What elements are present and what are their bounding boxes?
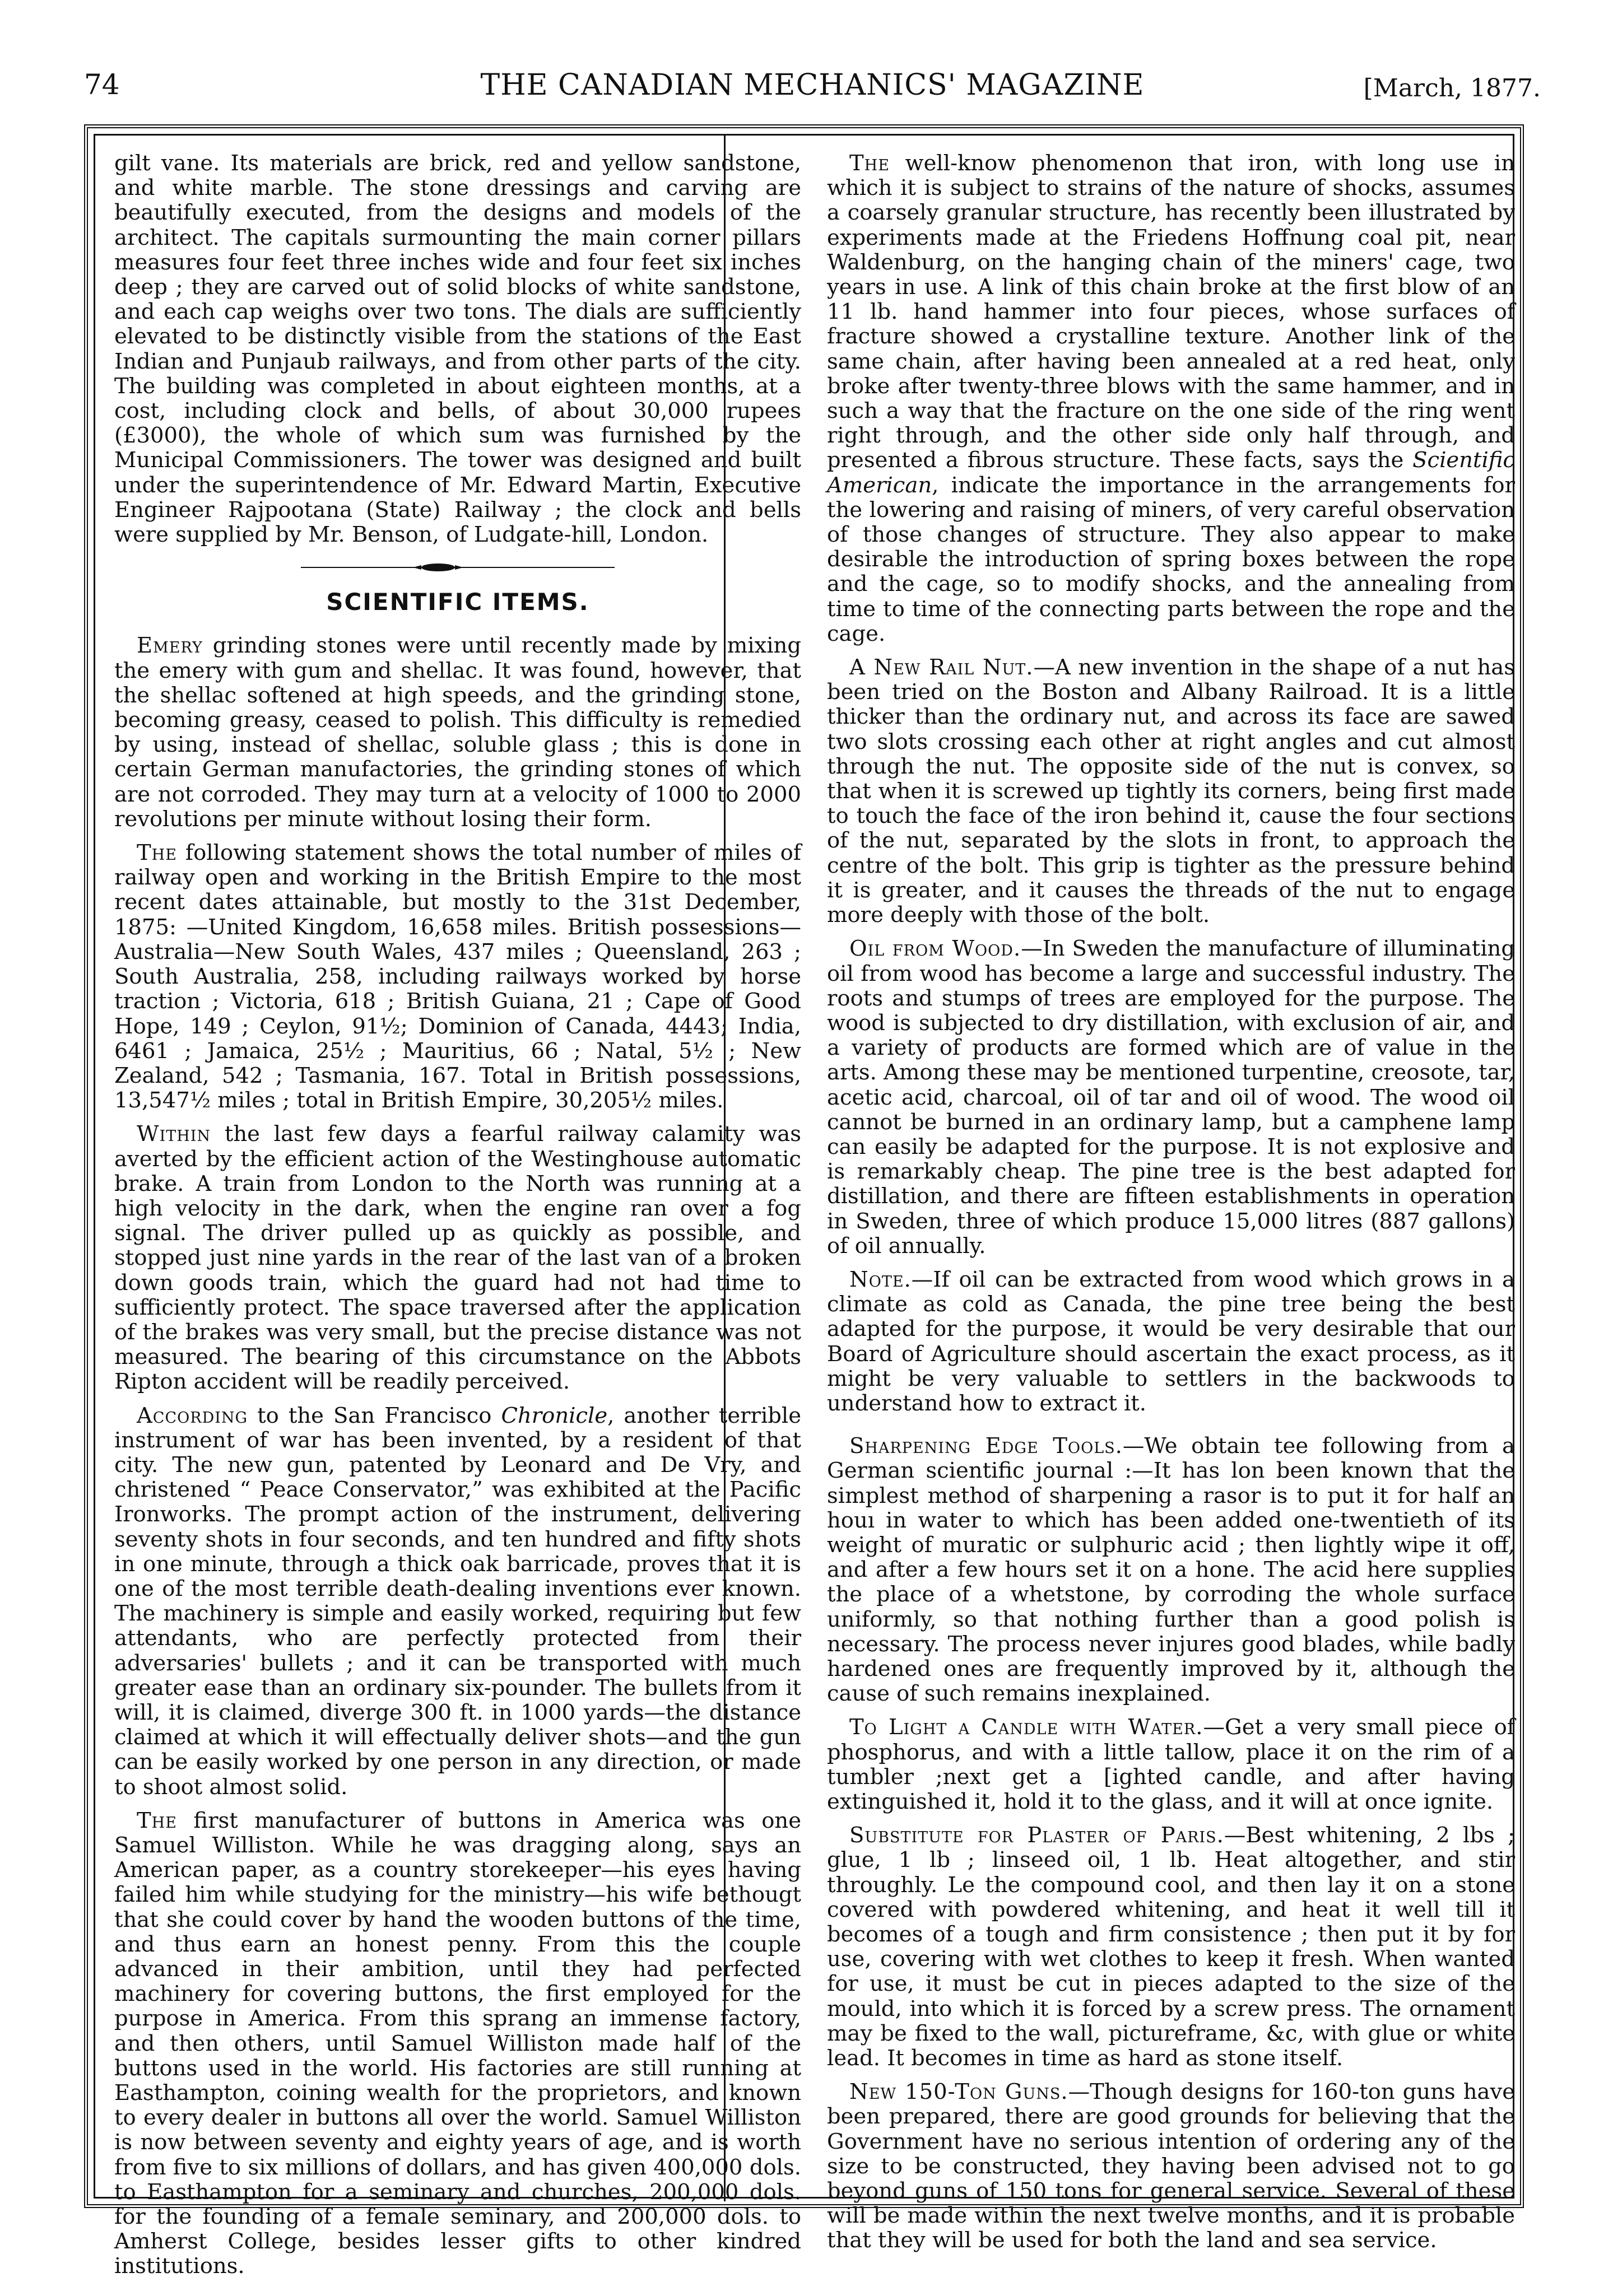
- page-number: 74: [84, 68, 120, 101]
- page-header: [84, 63, 1541, 113]
- section-title: SCIENTIFIC ITEMS.: [326, 588, 589, 616]
- gun-paragraph: According to the San Francisco Chronicle, another terrible instrument of war has been invented, by a resident of that city. The new gun, patented by Leonard and De Vry, and christened “ Peace Conservator,” was exhibited at the Pacific Ironworks. The prompt action of the instrument, delivering seventy shots in four seconds, and ten hundred and fifty shots in one minute, through a thick oak barricade, proves that it is one of the most terrible death-dealing inventions ever known. The machinery is simple and easily worked, requiring but few attendants, who are perfectly protected from their adversaries' bullets ; and it can be transported with much greater ease than an ordinary six-pounder. The bullets from it will, it is claimed, diverge 300 ft. in 1000 yards—the distance claimed at which it will effectually deliver shots—and the gun can be easily worked by one person in any direction, or made to shoot almost solid.: [114, 1403, 802, 1800]
- oil-from-wood-paragraph: Oil from Wood.—In Sweden the manufacture of illuminating oil from wood has become a large and successful industry. The roots and stumps of trees are employed for the purpose. The wood is subjected to dry distillation, with exclusion of air, and a variety of products are formed which are of value in the arts. Among these may be mentioned turpentine, creosote, tar, acetic acid, charcoal, oil of tar and oil of wood. The wood oil cannot be burned in an ordinary lamp, but a camphene lamp can easily be adapted for the purpose. It is not explosive and is remarkably cheap. The pine tree is the best adapted for distillation, and there are fifteen establishments in operation in Sweden, three of which produce 15,000 litres (887 gallons) of oil annually.: [827, 936, 1515, 1259]
- left-column: [114, 151, 801, 2288]
- right-column: [827, 151, 1515, 2262]
- guns-paragraph: New 150-Ton Guns.—Though designs for 160-ton guns have been prepared, there are good grounds for believing that the Government have no serious intention of ordering any of the size to be constructed, they having been advised not to go beyond guns of 150 tons for general service. Several of these will be made within the next twelve months, and it is probable that they will be used for both the land and sea service.: [827, 2079, 1515, 2253]
- candle-paragraph: To Light a Candle with Water.—Get a very small piece of phosphorus, and with a little tallow, place it on the rim of a tumbler ;next get a [ighted candle, and after having extinguished it, hold it to the glass, and it will at once ignite.: [827, 1715, 1515, 1814]
- ornament-rule-icon: [301, 562, 615, 573]
- brake-paragraph: Within the last few days a fearful railway calamity was averted by the efficient action of the Westinghouse automatic brake. A train from London to the North was running at a high velocity in the dark, when the engine ran over a fog signal. The driver pulled up as quickly as possible, and stopped just nine yards in the rear of the last van of a broken down goods train, which the guard had not had time to sufficiently protect. The space traversed after the application of the brakes was very small, but the precise distance was not measured. The bearing of this circumstance on the Abbots Ripton accident will be readily perceived.: [114, 1121, 801, 1395]
- rail-nut-paragraph: A New Rail Nut.—A new invention in the shape of a nut has been tried on the Boston and Albany Railroad. It is a little thicker than the ordinary nut, and across its face are sawed two slots crossing each other at right angles and cut almost through the nut. The opposite side of the nut is convex, so that when it is screwed up tightly its corners, being first made to touch the face of the iron behind it, cause the four sections of the nut, separated by the slots in front, to approach the centre of the bolt. This grip is tighter as the pressure behind it is greater, and it causes the threads of the nut to engage more deeply with those of the bolt.: [827, 655, 1516, 928]
- iron-paragraph: The well-know phenomenon that iron, with long use in which it is subject to strains of the nature of shocks, assumes a coarsely granular structure, has recently been illustrated by experiments made at the Friedens Hoffnung coal pit, near Waldenburg, on the hanging chain of the miners' cage, two years in use. A link of this chain broke at the first blow of an 11 lb. hand hammer into four pieces, whose surfaces of fracture showed a crystalline texture. Another link of the same chain, after having been annealed at a red heat, only broke after twenty-three blows with the same hammer, and in such a way that the fracture on the one side of the ring went right through, and the other side only half through, and presented a fibrous structure. These facts, says the Scientific American, indicate the importance in the arrangements for the lowering and raising of miners, of very careful observation of those changes of structure. They also appear to make desirable the introduction of spring boxes between the rope and the cage, so to modify shocks, and the annealing from time to time of the connecting parts between the rope and the cage.: [827, 151, 1515, 646]
- railway-paragraph: The following statement shows the total number of miles of railway open and working in the British Empire to the most recent dates attainable, but mostly to the 31st December, 1875: —United Kingdom, 16,658 miles. British possessions—Australia—New South Wales, 437 miles ; Queensland, 263 ; South Australia, 258, including railways worked by horse traction ; Victoria, 618 ; British Guiana, 21 ; Cape of Good Hope, 149 ; Ceylon, 91½; Dominion of Canada, 4443; India, 6461 ; Jamaica, 25½ ; Mauritius, 66 ; Natal, 5½ ; New Zealand, 542 ; Tasmania, 167. Total in British possessions, 13,547½ miles ; total in British Empire, 30,205½ miles.: [114, 840, 801, 1114]
- sharpening-paragraph: Sharpening Edge Tools.—We obtain tee following from a German scientific journal :—It has lon been known that the simplest method of sharpening a rasor is to put it for half an houı in water to which has been added one-twentieth of its weight of muratic or sulphuric acid ; then lightly wipe it off, and after a few hours set it on a hone. The acid here supplies the place of a whetstone, by corroding the whole surface uniformly, so that nothing further than a good polish is necessary. The process never injures good blades, while badly hardened ones are frequently improved by it, although the cause of such remains inexplained.: [827, 1433, 1515, 1707]
- note-paragraph: Note.—If oil can be extracted from wood which grows in a climate as cold as Canada, the pine tree being the best adapted for the purpose, it would be very desirable that our Board of Agriculture should ascertain the exact process, as it might be very valuable to settlers in the backwoods to understand how to extract it.: [827, 1266, 1515, 1416]
- buttons-paragraph: The first manufacturer of buttons in America was one Samuel Williston. While he was dragging along, says an American paper, as a country storekeeper—his eyes having failed him while studying for the ministry—his wife bethougt that she could cover by hand the wooden buttons of the time, and thus earn an honest penny. From this the couple advanced in their ambition, until they had perfected machinery for covering buttons, the first employed for the purpose in America. From this sprang an immense factory, and then others, until Samuel Williston made half of the buttons used in the world. His factories are still running at Easthampton, coining wealth for the proprietors, and known to every dealer in buttons all over the world. Samuel Williston is now between seventy and eighty years of age, and is worth from five to six millions of dollars, and has given 400,000 dols. to Easthampton for a seminary and churches, 200,000 dols. for the founding of a female seminary, and 200,000 dols. to Amherst College, besides lesser gifts to other kindred institutions.: [114, 1808, 801, 2279]
- issue-date: [March, 1877.: [1363, 74, 1541, 103]
- section-ornament: [114, 562, 801, 573]
- magazine-title: THE CANADIAN MECHANICS' MAGAZINE: [480, 68, 1145, 102]
- plaster-paragraph: Substitute for Plaster of Paris.—Best whitening, 2 lbs ; glue, 1 lb ; linseed oil, 1 lb. Heat altogether, and stir throughly. Le the compound cool, and then lay it on a stone covered with powdered whitening, and heat it well till it becomes of a tough and firm consistence ; then put it by for use, covering with wet clothes to keep it fresh. When wanted for use, it must be cut in pieces adapted to the size of the mould, into which it is forced by a screw press. The ornament may be fixed to the wall, pictureframe, &c, with glue or white lead. It becomes in time as hard as stone itself.: [827, 1823, 1516, 2071]
- emery-paragraph: Emery grinding stones were until recently made by mixing the emery with gum and shellac. It was found, however, that the shellac softened at high speeds, and the grinding stone, becoming greasy, ceased to polish. This difficulty is remedied by using, instead of shellac, soluble glass ; this is done in certain German manufactories, the grinding stones of which are not corroded. They may turn at a velocity of 1000 to 2000 revolutions per minute without losing their form.: [114, 633, 801, 832]
- clock-tower-article-end: gilt vane. Its materials are brick, red and yellow sandstone, and white marble. The stone dressings and carving are beautifully executed, from the designs and models of the architect. The capitals surmounting the main corner pillars measures four feet three inches wide and four feet six inches deep ; they are carved out of solid blocks of white sandstone, and each cap weighs over two tons. The dials are sufficiently elevated to be distinctly visible from the stations of the East Indian and Punjaub railways, and from other parts of the city. The building was completed in about eighteen months, at a cost, including clock and bells, of about 30,000 rupees (£3000), the whole of which sum was furnished by the Municipal Commissioners. The tower was designed and built under the superintendence of Mr. Edward Martin, Executive Engineer Rajpootana (State) Railway ; the clock and bells were supplied by Mr. Benson, of Ludgate-hill, London.: [114, 151, 801, 548]
